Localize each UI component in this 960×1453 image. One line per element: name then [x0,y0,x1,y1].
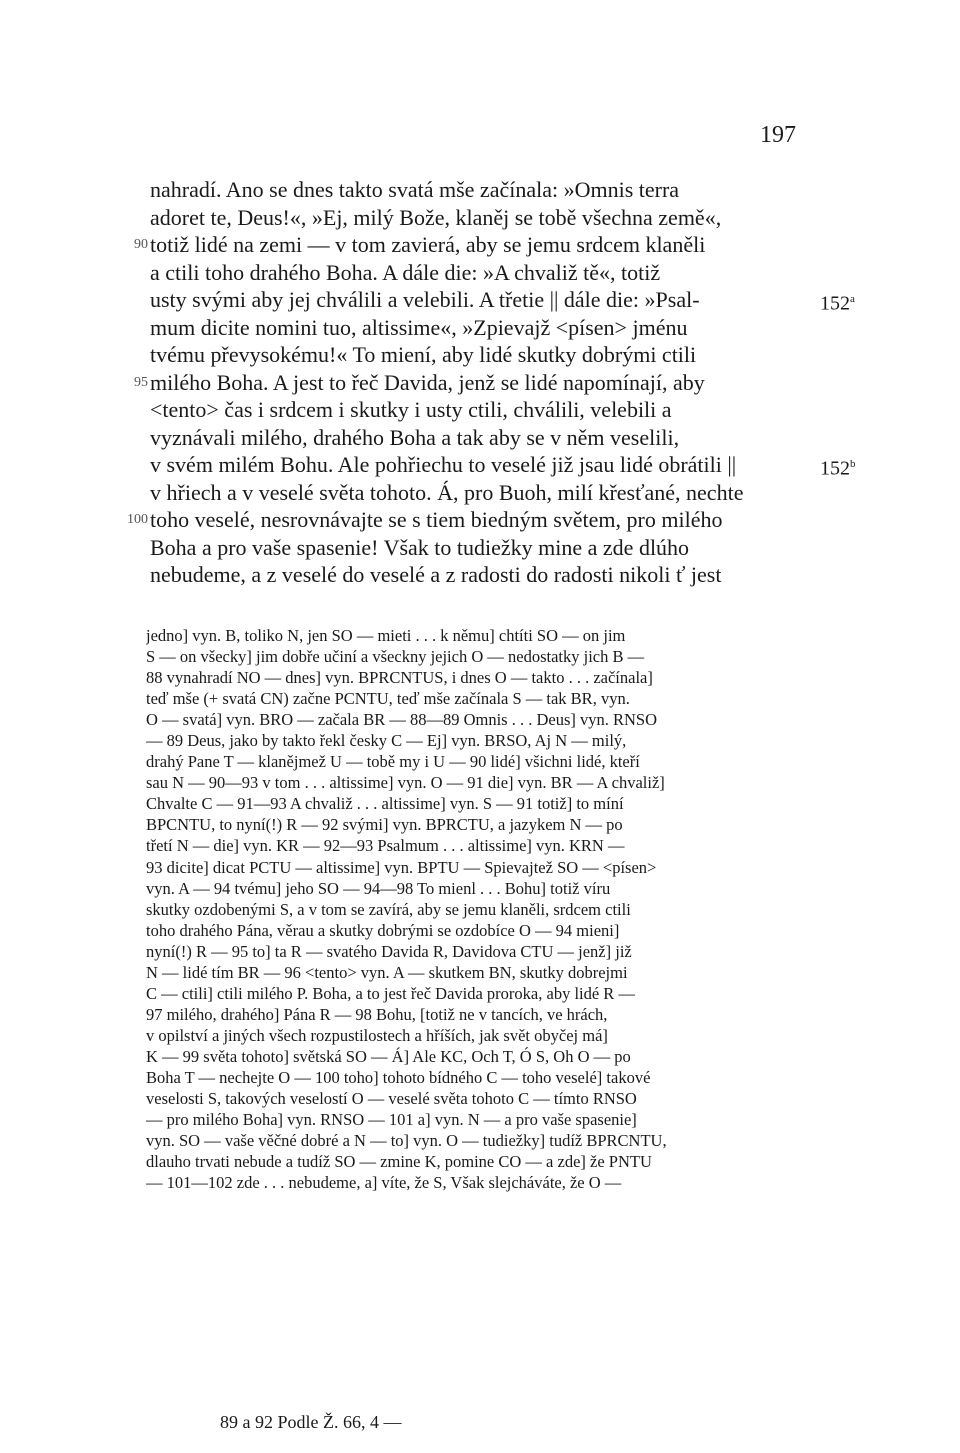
text-line [134,369,800,397]
text-line [127,506,800,534]
main-text [127,176,856,589]
footnote: 89 a 92 Podle Ž. 66, 4 — [220,1412,402,1432]
text-line [150,259,800,287]
line-text: vyznávali milého, drahého Boha a tak aby se v něm veselili, [150,424,680,450]
apparatus-line: třetí N — die] vyn. KR — 92—93 Psalmum . . . altissime] vyn. KRN — [146,836,625,856]
line-text: adoret te, Deus!«, »Ej, milý Bože, klaněj se tobě všechna země«, [150,204,722,230]
apparatus-line: BPCNTU, to nyní(!) R — 92 svými] vyn. BPRCTU, a jazykem N — po [146,815,623,835]
text-line [150,451,856,480]
line-text: <tento> čas i srdcem i skutky i usty ctili, chválili, velebili a [150,397,672,422]
folio-side: a [850,293,855,305]
apparatus-line: N — lidé tím BR — 96 <tento> vyn. A — skutkem BN, skutky dobrejmi [146,962,628,982]
apparatus-line: — 89 Deus, jako by takto řekl česky C — Ej] vyn. BRSO, Aj N — milý, [146,731,627,751]
apparatus-line: vyn. A — 94 tvému] jeho SO — 94—98 To mienl . . . Bohu] totiž víru [146,878,611,898]
line-text: nebudeme, a z veselé do veselé a z radosti do radosti nikoli ť jest [150,562,722,587]
text-line [150,286,855,315]
line-text: Boha a pro vaše spasenie! Však to tudiežky mine a zde dlúho [150,534,690,560]
folio-reference [820,451,856,483]
text-line [150,314,800,342]
line-text: toho veselé, nesrovnávajte se s tiem biedným světem, pro milého [150,507,723,532]
apparatus-line: S — on všecky] jim dobře učiní a všeckny jejich O — nedostatky jich B — [146,647,645,667]
apparatus-line: 88 vynahradí NO — dnes] vyn. BPRCNTUS, i dnes O — takto . . . začínala] [146,668,653,688]
line-text: totiž lidé na zemi — v tom zavierá, aby se jemu srdcem klaněli [150,232,706,257]
text-line [150,341,800,369]
text-line [134,231,800,259]
apparatus-line: dlauho trvati nebude a tudíž SO — zmine K, pomine CO — a zde] že PNTU [146,1152,652,1172]
line-number: 100 [127,512,148,527]
apparatus-line: skutky ozdobenými S, a v tom se zavírá, aby se jemu klaněli, srdcem ctili [146,899,631,919]
apparatus-line: veselosti S, takových veselostí O — veselé světa tohoto C — tímto RNSO [146,1089,637,1109]
line-text: milého Boha. A jest to řeč Davida, jenž se lidé napomínají, aby [150,369,705,395]
apparatus-line: v opilství a jiných všech rozpustilostech a hříších, jak svět obyčej má] [146,1025,608,1045]
text-line [150,396,800,424]
apparatus-line: sau N — 90—93 v tom . . . altissime] vyn. O — 91 die] vyn. BR — A chvaliž] [146,773,665,793]
text-line [150,176,800,204]
apparatus-line: teď mše (+ svatá CN) začne PCNTU, teď mše začínala S — tak BR, vyn. [146,689,630,709]
line-text: mum dicite nomini tuo, altissime«, »Zpievajž <písen> jménu [150,314,688,340]
line-text: usty svými aby jej chválili a velebili. A třetie || dále die: »Psal- [150,287,700,312]
text-line [150,424,800,452]
text-line [150,534,800,562]
apparatus-line: 97 milého, drahého] Pána R — 98 Bohu, [totiž ne v tancích, ve hrách, [146,1004,608,1024]
line-text: v svém milém Bohu. Ale pohřiechu to veselé již jsau lidé obrátili || [150,452,737,477]
apparatus-line: drahý Pane T — klanějmež U — tobě my i U — 90 lidé] všichni lidé, kteří [146,752,640,772]
line-text: tvému převysokému!« To miení, aby lidé skutky dobrými ctili [150,342,697,367]
apparatus-line: toho drahého Pána, věrau a skutky dobrými se ozdobíce O — 94 mieni] [146,920,620,940]
text-line [150,204,800,232]
line-text: nahradí. Ano se dnes takto svatá mše začínala: »Omnis terra [150,177,680,202]
apparatus-line: K — 99 světa tohoto] světská SO — Á] Ale KC, Och T, Ó S, Oh O — po [146,1046,631,1066]
folio-number: 152 [820,292,850,315]
apparatus-line: 93 dicite] dicat PCTU — altissime] vyn. BPTU — Spievajtež SO — <písen> [146,857,657,877]
apparatus-line: nyní(!) R — 95 to] ta R — svatého Davida R, Davidova CTU — jenž] již [146,941,632,961]
apparatus-line: jedno] vyn. B, toliko N, jen SO — mieti . . . k němu] chtíti SO — on jim [146,626,626,645]
line-number: 95 [134,374,148,390]
folio-number: 152 [820,457,850,480]
folio-side: b [850,458,856,470]
text-line [150,479,800,507]
apparatus-line: Chvalte C — 91—93 A chvaliž . . . altissime] vyn. S — 91 totiž] to míní [146,794,624,814]
apparatus-line: Boha T — nechejte O — 100 toho] tohoto bídného C — toho veselé] takové [146,1067,651,1087]
page-number: 197 [760,122,796,148]
line-text: a ctili toho drahého Boha. A dále die: »A chvaliž tě«, totiž [150,259,661,285]
critical-apparatus [146,625,802,1193]
apparatus-line: vyn. SO — vaše věčné dobré a N — to] vyn. O — tudiežky] tudíž BPRCNTU, [146,1131,667,1151]
line-text: v hřiech a v veselé světa tohoto. Á, pro Buoh, milí křesťané, nechte [150,479,744,505]
text-line [150,561,800,589]
apparatus-line: C — ctili] ctili milého P. Boha, a to jest řeč Davida proroka, aby lidé R — [146,983,635,1003]
apparatus-line: — 101—102 zde . . . nebudeme, a] víte, že S, Však slejcháváte, že O — [146,1173,622,1193]
apparatus-line: — pro milého Boha] vyn. RNSO — 101 a] vyn. N — a pro vaše spasenie] [146,1110,637,1130]
folio-reference [820,286,855,318]
line-number: 90 [134,237,148,252]
apparatus-line: O — svatá] vyn. BRO — začala BR — 88—89 Omnis . . . Deus] vyn. RNSO [146,710,658,730]
